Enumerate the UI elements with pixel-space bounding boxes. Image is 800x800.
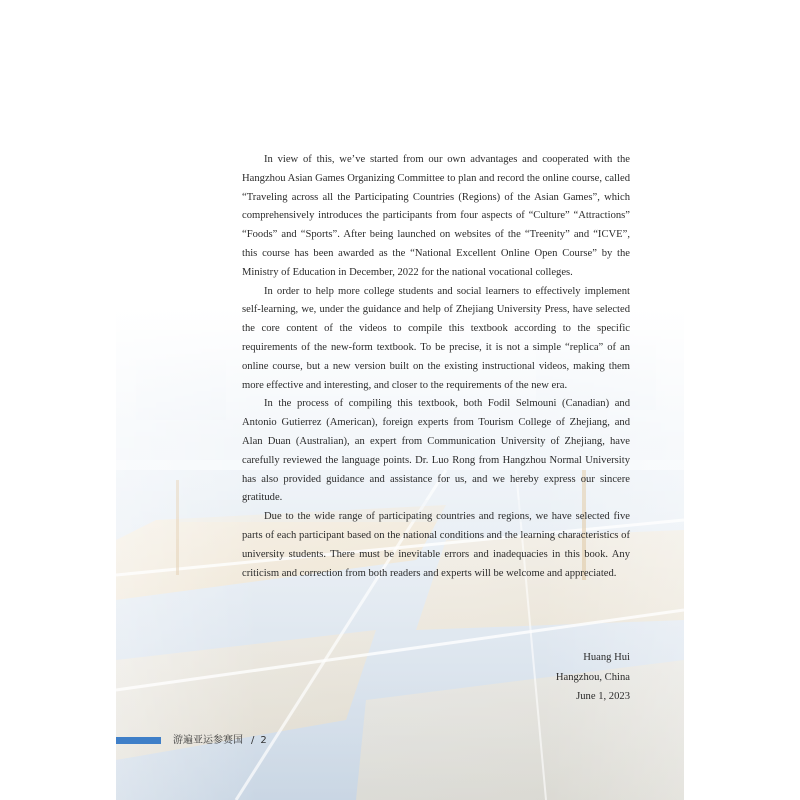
running-title: 游遍亚运参赛国	[173, 735, 243, 746]
signature-date: June 1, 2023	[576, 691, 630, 702]
page-footer	[173, 734, 267, 748]
paragraph: In view of this, we’ve started from our own advantages and cooperated with the Hangzhou Asian Games Organizing Committee to plan and record the online course, called “Traveling across all the Participating Countries (Regions) of the Asian Games”, which comprehensively introduces the participants from four aspects of “Culture” “Attractions” “Foods” and “Sports”. After being launched on websites of the “Treenity” and “ICVE”, this course has been awarded as the “National Excellent Online Open Course” by the Ministry of Education in December, 2022 for the national vocational colleges.	[242, 154, 630, 278]
signature-block	[546, 648, 630, 707]
paragraph: Due to the wide range of participating countries and regions, we have selected five parts of each participant based on the national conditions and the learning characteristics of university students. There must be inevitable errors and inadequacies in this book. Any criticism and correction from both readers and experts will be welcome and appreciated.	[242, 511, 630, 579]
preface-body	[242, 151, 630, 583]
paragraph: In order to help more college students and social learners to effectively implement self-learning, we, under the guidance and help of Zhejiang University Press, have selected the core content of the videos to compile this textbook according to the specific requirements of the new-form textbook. To be precise, it is not a simple “replica” of an online course, but a new version built on the existing instructional videos, making them more effective and interesting, and closer to the requirements of the new era.	[242, 285, 630, 391]
author-place: Hangzhou, China	[555, 671, 630, 683]
book-page	[116, 0, 684, 800]
footer-accent-bar	[116, 737, 161, 744]
page-number: 2	[260, 735, 267, 746]
paragraph: In the process of compiling this textbook, both Fodil Selmouni (Canadian) and Antonio Gutierrez (American), foreign experts from Tourism College of Zhejiang, and Alan Duan (Australian), an expert from Communication University of Zhejiang, have carefully reviewed the language points. Dr. Luo Rong from Hangzhou Normal University has also provided guidance and assistance for us, and we hereby express our sincere gratitude.	[242, 398, 630, 504]
footer-separator: /	[251, 735, 255, 746]
author-name: Huang Hui	[583, 652, 630, 663]
